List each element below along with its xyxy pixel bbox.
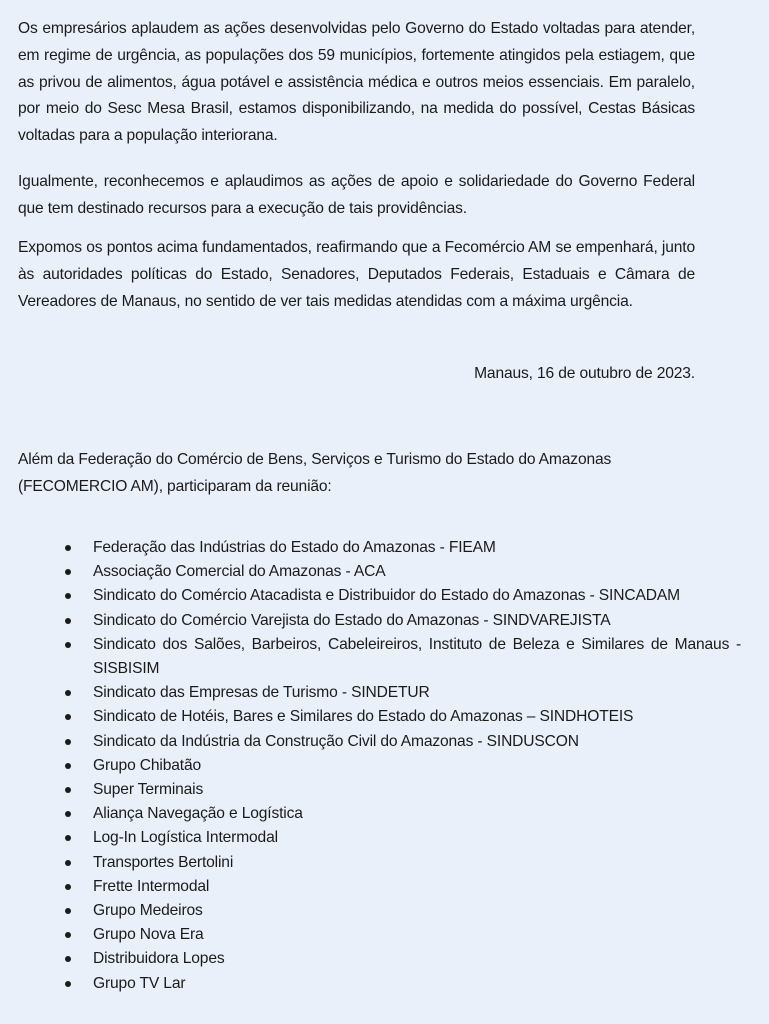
participant-name: Distribuidora Lopes	[93, 950, 225, 968]
participants-list	[0, 536, 769, 996]
participant-name: Associação Comercial do Amazonas - ACA	[93, 563, 386, 581]
list-item	[0, 875, 769, 899]
participant-name: Grupo Medeiros	[93, 902, 203, 920]
bullet-icon	[65, 714, 71, 720]
list-item	[0, 754, 769, 778]
participant-name: Sindicato do Comércio Varejista do Estado do Amazonas - SINDVAREJISTA	[93, 611, 611, 629]
bullet-icon	[65, 932, 71, 938]
list-item	[0, 609, 769, 633]
bullet-icon	[65, 981, 71, 987]
list-item	[0, 730, 769, 754]
bullet-icon	[65, 618, 71, 624]
participant-name: Sindicato do Comércio Atacadista e Distribuidor do Estado do Amazonas - SINCADAM	[93, 587, 680, 605]
list-item	[0, 947, 769, 971]
list-item	[0, 851, 769, 875]
list-item	[0, 899, 769, 923]
bullet-icon	[65, 545, 71, 551]
bullet-icon	[65, 690, 71, 696]
participant-name: Grupo Chibatão	[93, 756, 201, 774]
bullet-icon	[65, 956, 71, 962]
participant-name: Frette Intermodal	[93, 877, 210, 895]
paragraph-federal-support: Igualmente, reconhecemos e aplaudimos as ações de apoio e solidariedade do Governo Federal que tem destinado recursos para a execução de tais providências.	[18, 173, 695, 217]
date-line: Manaus, 16 de outubro de 2023.	[474, 365, 695, 382]
bullet-icon	[65, 884, 71, 890]
participant-name: Super Terminais	[93, 781, 204, 799]
participants-intro: Além da Federação do Comércio de Bens, Serviços e Turismo do Estado do Amazonas (FECOMERCIO AM), participaram da reunião:	[18, 451, 612, 495]
paragraph-commitment: Expomos os pontos acima fundamentados, reafirmando que a Fecomércio AM se empenhará, junto às autoridades políticas do Estado, Senadores, Deputados Federais, Estaduais e Câmara de Vereadores de Manaus, no sentido de ver tais medidas atendidas com a máxima urgência.	[18, 239, 695, 310]
bullet-icon	[65, 787, 71, 793]
participant-name: Sindicato das Empresas de Turismo - SINDETUR	[93, 684, 430, 702]
bullet-icon	[65, 860, 71, 866]
participant-name: Grupo Nova Era	[93, 926, 204, 944]
list-item	[0, 923, 769, 947]
list-item	[0, 972, 769, 996]
participant-name: Aliança Navegação e Logística	[93, 805, 303, 823]
participant-name: Log-In Logística Intermodal	[93, 829, 278, 847]
bullet-icon	[65, 593, 71, 599]
list-item	[0, 705, 769, 729]
list-item	[0, 560, 769, 584]
list-item	[0, 633, 769, 681]
bullet-icon	[65, 763, 71, 769]
participant-name: Sindicato de Hotéis, Bares e Similares do Estado do Amazonas – SINDHOTEIS	[93, 708, 634, 726]
bullet-icon	[65, 642, 71, 648]
participant-name: Grupo TV Lar	[93, 974, 186, 992]
bullet-icon	[65, 908, 71, 914]
list-item	[0, 681, 769, 705]
list-item	[0, 584, 769, 608]
list-item	[0, 826, 769, 850]
bullet-icon	[65, 835, 71, 841]
bullet-icon	[65, 811, 71, 817]
bullet-icon	[65, 569, 71, 575]
participant-name: Sindicato dos Salões, Barbeiros, Cabeleireiros, Instituto de Beleza e Similares de Manaus - SISBISIM	[93, 635, 741, 678]
list-item	[0, 802, 769, 826]
participant-name: Federação das Indústrias do Estado do Amazonas - FIEAM	[93, 539, 496, 556]
paragraph-state-actions: Os empresários aplaudem as ações desenvolvidas pelo Governo do Estado voltadas para atender, em regime de urgência, as populações dos 59 municípios, fortemente atingidos pela estiagem, que as privou de alimentos, água potável e assistência médica e outros meios essenciais. Em paralelo, por meio do Sesc Mesa Brasil, estamos disponibilizando, na medida do possível, Cestas Básicas voltadas para a população interiorana.	[18, 20, 695, 145]
list-item	[0, 536, 769, 560]
bullet-icon	[65, 739, 71, 745]
list-item	[0, 778, 769, 802]
participant-name: Transportes Bertolini	[93, 853, 234, 871]
participant-name: Sindicato da Indústria da Construção Civil do Amazonas - SINDUSCON	[93, 732, 579, 750]
